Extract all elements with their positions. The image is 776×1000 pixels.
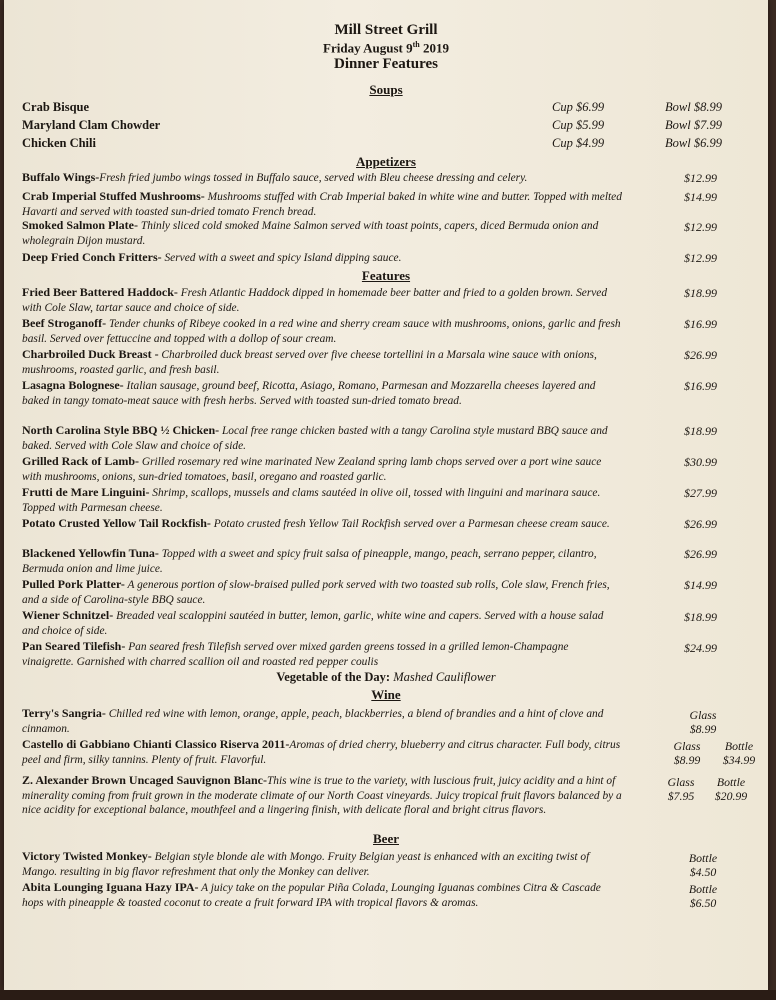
item-price: $16.99 bbox=[684, 379, 717, 393]
item-description: Grilled rosemary red wine marinated New Zealand spring lamb chops served over a port wine sauce with mushrooms, onions, sun-dried tomatoes, basil, oregano and roasted garlic. bbox=[22, 456, 602, 483]
section-heading-beer: Beer bbox=[373, 831, 399, 846]
soup-row bbox=[22, 118, 752, 136]
menu-item bbox=[22, 316, 622, 346]
menu-item bbox=[22, 639, 622, 669]
item-name: Smoked Salmon Plate- bbox=[22, 218, 139, 232]
item-price: $16.99 bbox=[684, 317, 717, 331]
soup-cup-price: Cup $4.99 bbox=[552, 136, 605, 150]
section-heading-soups: Soups bbox=[369, 82, 403, 97]
glass-label: Glass bbox=[667, 775, 695, 789]
item-name: Abita Lounging Iguana Hazy IPA- bbox=[22, 880, 199, 894]
item-description: Served with a sweet and spicy Island dipping sauce. bbox=[161, 252, 402, 264]
menu-date: Friday August 9th 2019 bbox=[323, 40, 449, 56]
bottle-price: $6.50 bbox=[689, 896, 717, 910]
item-name: Crab Imperial Stuffed Mushrooms- bbox=[22, 189, 205, 203]
item-price: $18.99 bbox=[684, 286, 717, 300]
menu-subtitle: Dinner Features bbox=[333, 56, 439, 72]
soup-row bbox=[22, 100, 752, 118]
soup-name: Maryland Clam Chowder bbox=[22, 118, 161, 132]
item-description: Fresh fried jumbo wings tossed in Buffalo sauce, served with Bleu cheese dressing and celery. bbox=[99, 172, 528, 184]
menu-item bbox=[22, 546, 622, 576]
bottle-label: Bottle bbox=[688, 882, 718, 896]
menu-item bbox=[22, 737, 622, 767]
bottle-price-block bbox=[680, 882, 726, 910]
menu-item bbox=[22, 880, 622, 910]
bottle-price-block bbox=[714, 739, 764, 767]
glass-price-block bbox=[680, 708, 726, 736]
table-surface bbox=[0, 990, 776, 1000]
item-description: Breaded veal scaloppini sautéed in butter, lemon, garlic, white wine and capers. Served with a house salad and choice of side. bbox=[22, 610, 604, 637]
soup-name: Chicken Chili bbox=[22, 136, 96, 150]
soup-name: Crab Bisque bbox=[22, 100, 90, 114]
item-name: Wiener Schnitzel- bbox=[22, 608, 114, 622]
item-price: $26.99 bbox=[684, 547, 717, 561]
vegetable-value: Mashed Cauliflower bbox=[390, 670, 496, 684]
item-price: $30.99 bbox=[684, 455, 717, 469]
item-price: $12.99 bbox=[684, 220, 717, 234]
glass-price: $7.95 bbox=[667, 789, 695, 803]
menu-item bbox=[22, 423, 622, 453]
item-name: Lasagna Bolognese- bbox=[22, 378, 124, 392]
item-description: Mushrooms stuffed with Crab Imperial baked in white wine and butter. Topped with melted Havarti and served with toasted sun-dried tomato French bread. bbox=[22, 191, 622, 218]
soup-bowl-price: Bowl $6.99 bbox=[665, 136, 722, 150]
section-heading-features: Features bbox=[361, 268, 411, 283]
item-name: Frutti de Mare Linguini- bbox=[22, 485, 150, 499]
item-price: $18.99 bbox=[684, 424, 717, 438]
item-description: Potato crusted fresh Yellow Tail Rockfish served over a Parmesan cheese cream sauce. bbox=[210, 518, 610, 530]
item-description: Shrimp, scallops, mussels and clams sautéed in olive oil, tossed with linguini and marinara sauce. Topped with Parmesan cheese. bbox=[22, 487, 601, 514]
menu-item bbox=[22, 516, 622, 532]
menu-item bbox=[22, 849, 622, 879]
restaurant-name: Mill Street Grill bbox=[334, 22, 438, 38]
soup-bowl-price: Bowl $8.99 bbox=[665, 100, 722, 114]
item-description: Thinly sliced cold smoked Maine Salmon served with toast points, capers, diced Bermuda onion and wholegrain Dijon mustard. bbox=[22, 220, 599, 247]
item-description: Fresh Atlantic Haddock dipped in homemade beer batter and fried to a golden brown. Served with Cole Slaw, tartar sauce and choice of side. bbox=[22, 287, 608, 314]
item-description: A generous portion of slow-braised pulled pork served with two toasted sub rolls, Cole slaw, French fries, and a side of Carolina-style BBQ sauce. bbox=[22, 579, 610, 606]
item-description: Topped with a sweet and spicy fruit salsa of pineapple, mango, peach, serrano pepper, cilantro, Bermuda onion and lime juice. bbox=[22, 548, 597, 575]
item-description: Tender chunks of Ribeye cooked in a red wine and sherry cream sauce with mushrooms, onions, garlic and fresh basil. Served over fettuccine and topped with a dollop of sour cream. bbox=[22, 318, 621, 345]
item-description: Chilled red wine with lemon, orange, apple, peach, blackberries, a blend of brandies and a hint of clove and cinnamon. bbox=[22, 708, 604, 735]
menu-item bbox=[22, 577, 622, 607]
item-name: Grilled Rack of Lamb- bbox=[22, 454, 139, 468]
item-name: Victory Twisted Monkey- bbox=[22, 849, 152, 863]
menu-item bbox=[22, 250, 622, 266]
item-price: $26.99 bbox=[684, 517, 717, 531]
menu-item bbox=[22, 485, 622, 515]
soup-cup-price: Cup $5.99 bbox=[552, 118, 605, 132]
item-price: $18.99 bbox=[684, 610, 717, 624]
menu-item bbox=[22, 218, 622, 248]
item-description: Pan seared fresh Tilefish served over mixed garden greens tossed in a grilled lemon-Champagne vinaigrette. Garnished with charred scallion oil and roasted red pepper coulis bbox=[22, 641, 569, 668]
glass-price: $8.99 bbox=[689, 722, 717, 736]
bottle-label: Bottle bbox=[716, 775, 746, 789]
item-description: Belgian style blonde ale with Mongo. Fruity Belgian yeast is enhanced with an exciting twist of Mango. resulting in big flavor refreshment that only the Monkey can deliver. bbox=[22, 851, 590, 878]
item-price: $24.99 bbox=[684, 641, 717, 655]
item-name: Potato Crusted Yellow Tail Rockfish- bbox=[22, 516, 211, 530]
item-name: Terry's Sangria- bbox=[22, 706, 106, 720]
menu-item bbox=[22, 454, 622, 484]
item-description: This wine is true to the variety, with luscious fruit, juicy acidity and a hint of minerality coming from fruit grown in the moderate climate of our North Coast vineyards. Juicy tropical fruit flavors balanced by a nice acidity for exceptional balance, mouthfeel and a lingering finish, with delicate floral and bright citrus flavors. bbox=[22, 775, 622, 817]
bottle-price: $34.99 bbox=[722, 753, 756, 767]
item-name: Blackened Yellowfin Tuna- bbox=[22, 546, 159, 560]
soup-bowl-price: Bowl $7.99 bbox=[665, 118, 722, 132]
soup-row bbox=[22, 136, 752, 154]
bottle-price: $4.50 bbox=[689, 865, 717, 879]
vegetable-of-the-day bbox=[4, 670, 768, 685]
glass-price-block bbox=[658, 775, 704, 803]
bottle-price-block bbox=[680, 851, 726, 879]
menu-item bbox=[22, 189, 622, 219]
menu-item bbox=[22, 347, 622, 377]
bottle-price: $20.99 bbox=[714, 789, 748, 803]
vegetable-label: Vegetable of the Day: bbox=[276, 670, 391, 684]
bottle-label: Bottle bbox=[688, 851, 718, 865]
item-price: $12.99 bbox=[684, 171, 717, 185]
soup-cup-price: Cup $6.99 bbox=[552, 100, 605, 114]
glass-label: Glass bbox=[673, 739, 701, 753]
item-description: Local free range chicken basted with a tangy Carolina style mustard BBQ sauce and baked. Served with Cole Slaw and choice of side. bbox=[22, 425, 608, 452]
menu-item bbox=[22, 773, 622, 818]
item-price: $14.99 bbox=[684, 190, 717, 204]
item-name: Castello di Gabbiano Chianti Classico Riserva 2011- bbox=[22, 737, 290, 751]
menu-item bbox=[22, 170, 622, 186]
menu-item bbox=[22, 608, 622, 638]
bottle-price-block bbox=[706, 775, 756, 803]
item-description: A juicy take on the popular Piña Colada, Lounging Iguanas combines Citra & Cascade hops with pineapple & toasted coconut to create a fruit forward IPA with tropical flavors & aromas. bbox=[22, 882, 601, 909]
item-price: $14.99 bbox=[684, 578, 717, 592]
menu-page bbox=[4, 0, 768, 990]
item-name: Z. Alexander Brown Uncaged Sauvignon Blanc- bbox=[22, 773, 267, 787]
item-price: $26.99 bbox=[684, 348, 717, 362]
menu-item bbox=[22, 378, 622, 408]
glass-price-block bbox=[664, 739, 710, 767]
item-description: Aromas of dried cherry, blueberry and citrus character. Full body, citrus peel and firm, silky tannins. Plenty of fruit. Flavorful. bbox=[22, 739, 621, 766]
item-description: Charbroiled duck breast served over five cheese tortellini in a Marsala wine sauce with onions, mushrooms, roasted garlic, and fresh basil. bbox=[22, 349, 597, 376]
menu-item bbox=[22, 706, 622, 736]
item-name: Buffalo Wings- bbox=[22, 170, 100, 184]
item-name: Charbroiled Duck Breast - bbox=[22, 347, 159, 361]
item-price: $27.99 bbox=[684, 486, 717, 500]
item-name: Pan Seared Tilefish- bbox=[22, 639, 126, 653]
glass-label: Glass bbox=[689, 708, 717, 722]
item-price: $12.99 bbox=[684, 251, 717, 265]
section-heading-wine: Wine bbox=[371, 687, 401, 702]
item-name: Beef Stroganoff- bbox=[22, 316, 107, 330]
section-heading-appetizers: Appetizers bbox=[356, 154, 416, 169]
glass-price: $8.99 bbox=[673, 753, 701, 767]
item-name: North Carolina Style BBQ ½ Chicken- bbox=[22, 423, 220, 437]
item-name: Deep Fried Conch Fritters- bbox=[22, 250, 162, 264]
item-name: Fried Beer Battered Haddock- bbox=[22, 285, 178, 299]
item-description: Italian sausage, ground beef, Ricotta, Asiago, Romano, Parmesan and Mozzarella cheeses layered and baked in tangy tomato-meat sauce with fresh herbs. Served with toasted sun-dried tomato bread. bbox=[22, 380, 596, 407]
menu-item bbox=[22, 285, 622, 315]
item-name: Pulled Pork Platter- bbox=[22, 577, 125, 591]
bottle-label: Bottle bbox=[724, 739, 754, 753]
